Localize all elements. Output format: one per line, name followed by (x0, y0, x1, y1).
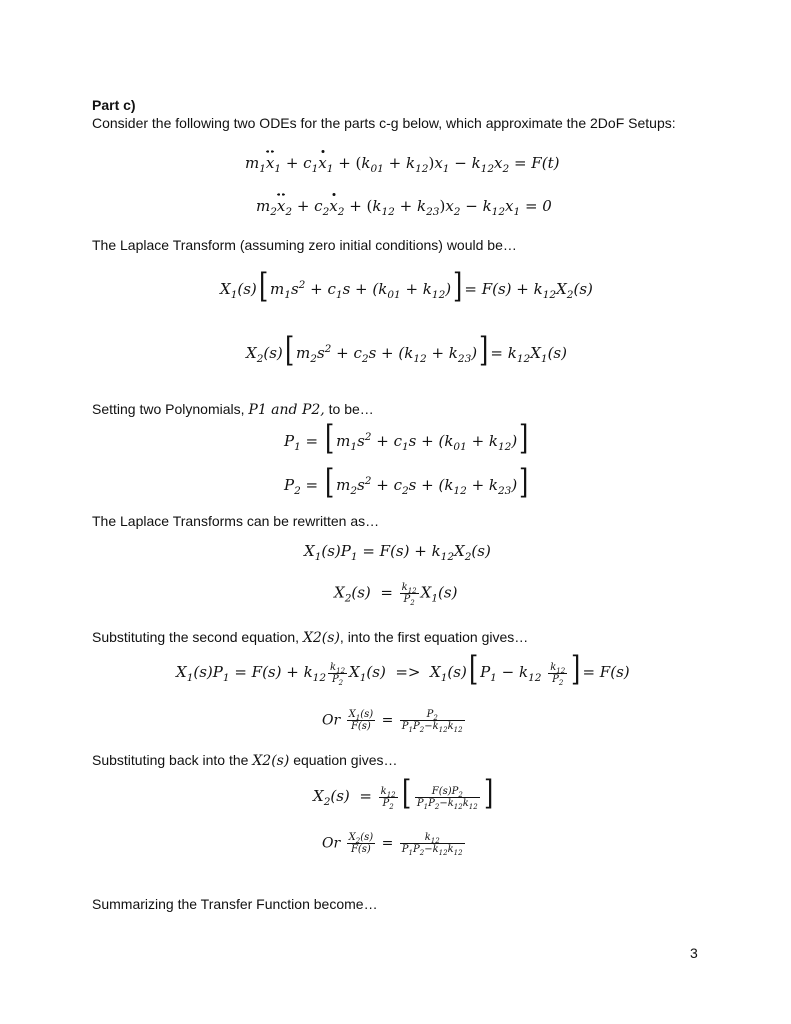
substitution-intro-tail: , into the first equation gives… (339, 629, 529, 645)
substitution-intro-math: X2(s) (302, 630, 340, 646)
substitution-intro (92, 628, 528, 647)
substitution-intro-text: Substituting the second equation, (92, 629, 303, 645)
polynomial-p2: $P_2$ = [ $m_2s^2 + c_2s + (k_{12} + k_{23})$] (284, 462, 529, 502)
back-substitution-intro (92, 751, 398, 770)
back-intro-tail: equation gives… (289, 752, 398, 768)
transfer-function-1: Or $\frac{X_1(s)}{F(s)}$ = $\frac{P_2}{P_1P_2-k_{12}k_{12}}$ (322, 709, 463, 734)
or-label-1: Or (322, 712, 341, 729)
implies-arrow: => (395, 663, 421, 681)
back-substitution-equation: $X_2(s)$ = $\frac{k_{12}}{P_2}$ [ $\frac{F(s)P_2}{P_1P_2-k_{12}k_{12}}$ ] (313, 773, 493, 813)
polynomial-intro-tail: to be… (324, 401, 374, 417)
rewritten-equation-1: $X_1(s)P_1 = F(s) + k_{12}X_2(s)$ (304, 542, 491, 563)
rewrite-intro: The Laplace Transforms can be rewritten as… (92, 513, 380, 529)
polynomial-intro (92, 400, 374, 419)
summary-line: Summarizing the Transfer Function become… (92, 896, 378, 912)
substitution-equation: $X_1(s)P_1 = F(s) + k_{12}$ $\frac{k_{12}}{P_2}$ $X_1(s) => X_1(s)$[ $P_1 - k_{12}$ $\frac{k_{12}}{P_2}$ ] = F(s) (176, 649, 630, 689)
polynomial-intro-text: Setting two Polynomials, (92, 401, 249, 417)
laplace-equation-1: $X_1(s)$[ $m_1s^2 + c_1s + (k_{01} + k_{12})] = F(s) + k_{12}X_2(s)$ (220, 266, 593, 306)
polynomial-intro-math: P1 and P2, (248, 402, 325, 418)
part-heading: Part c) (92, 97, 136, 113)
transfer-function-2: Or $\frac{X_2(s)}{F(s)}$ = $\frac{k_{12}}{P_1P_2-k_{12}k_{12}}$ (322, 832, 463, 857)
ode-equation-1: $m_1x_1 + c_1x_1 + (k_{01} + k_{12})x_1 - k_{12}x_2 = F(t)$ (245, 154, 560, 175)
ode-equation-2: $m_2x_2 + c_2x_2 + (k_{12} + k_{23})x_2 - k_{12}x_1 = 0$ (256, 197, 552, 218)
laplace-intro: The Laplace Transform (assuming zero initial conditions) would be… (92, 237, 517, 253)
back-intro-text: Substituting back into the (92, 752, 253, 768)
polynomial-p1: $P_1$ = [ $m_1s^2 + c_1s + (k_{01} + k_{12})$] (284, 418, 529, 458)
rewritten-equation-2: $X_2(s)$ = $\frac{k_{12}}{P_2}$ $X_1(s)$ (334, 582, 458, 607)
intro-paragraph: Consider the following two ODEs for the parts c-g below, which approximate the 2DoF Setups: (92, 115, 676, 131)
or-label-2: Or (322, 835, 341, 852)
laplace-equation-2: $X_2(s)$[ $m_2s^2 + c_2s + (k_{12} + k_{23})] = k_{12}X_1(s)$ (246, 330, 567, 370)
page-number: 3 (690, 945, 698, 961)
back-intro-math: X2(s) (252, 753, 290, 769)
